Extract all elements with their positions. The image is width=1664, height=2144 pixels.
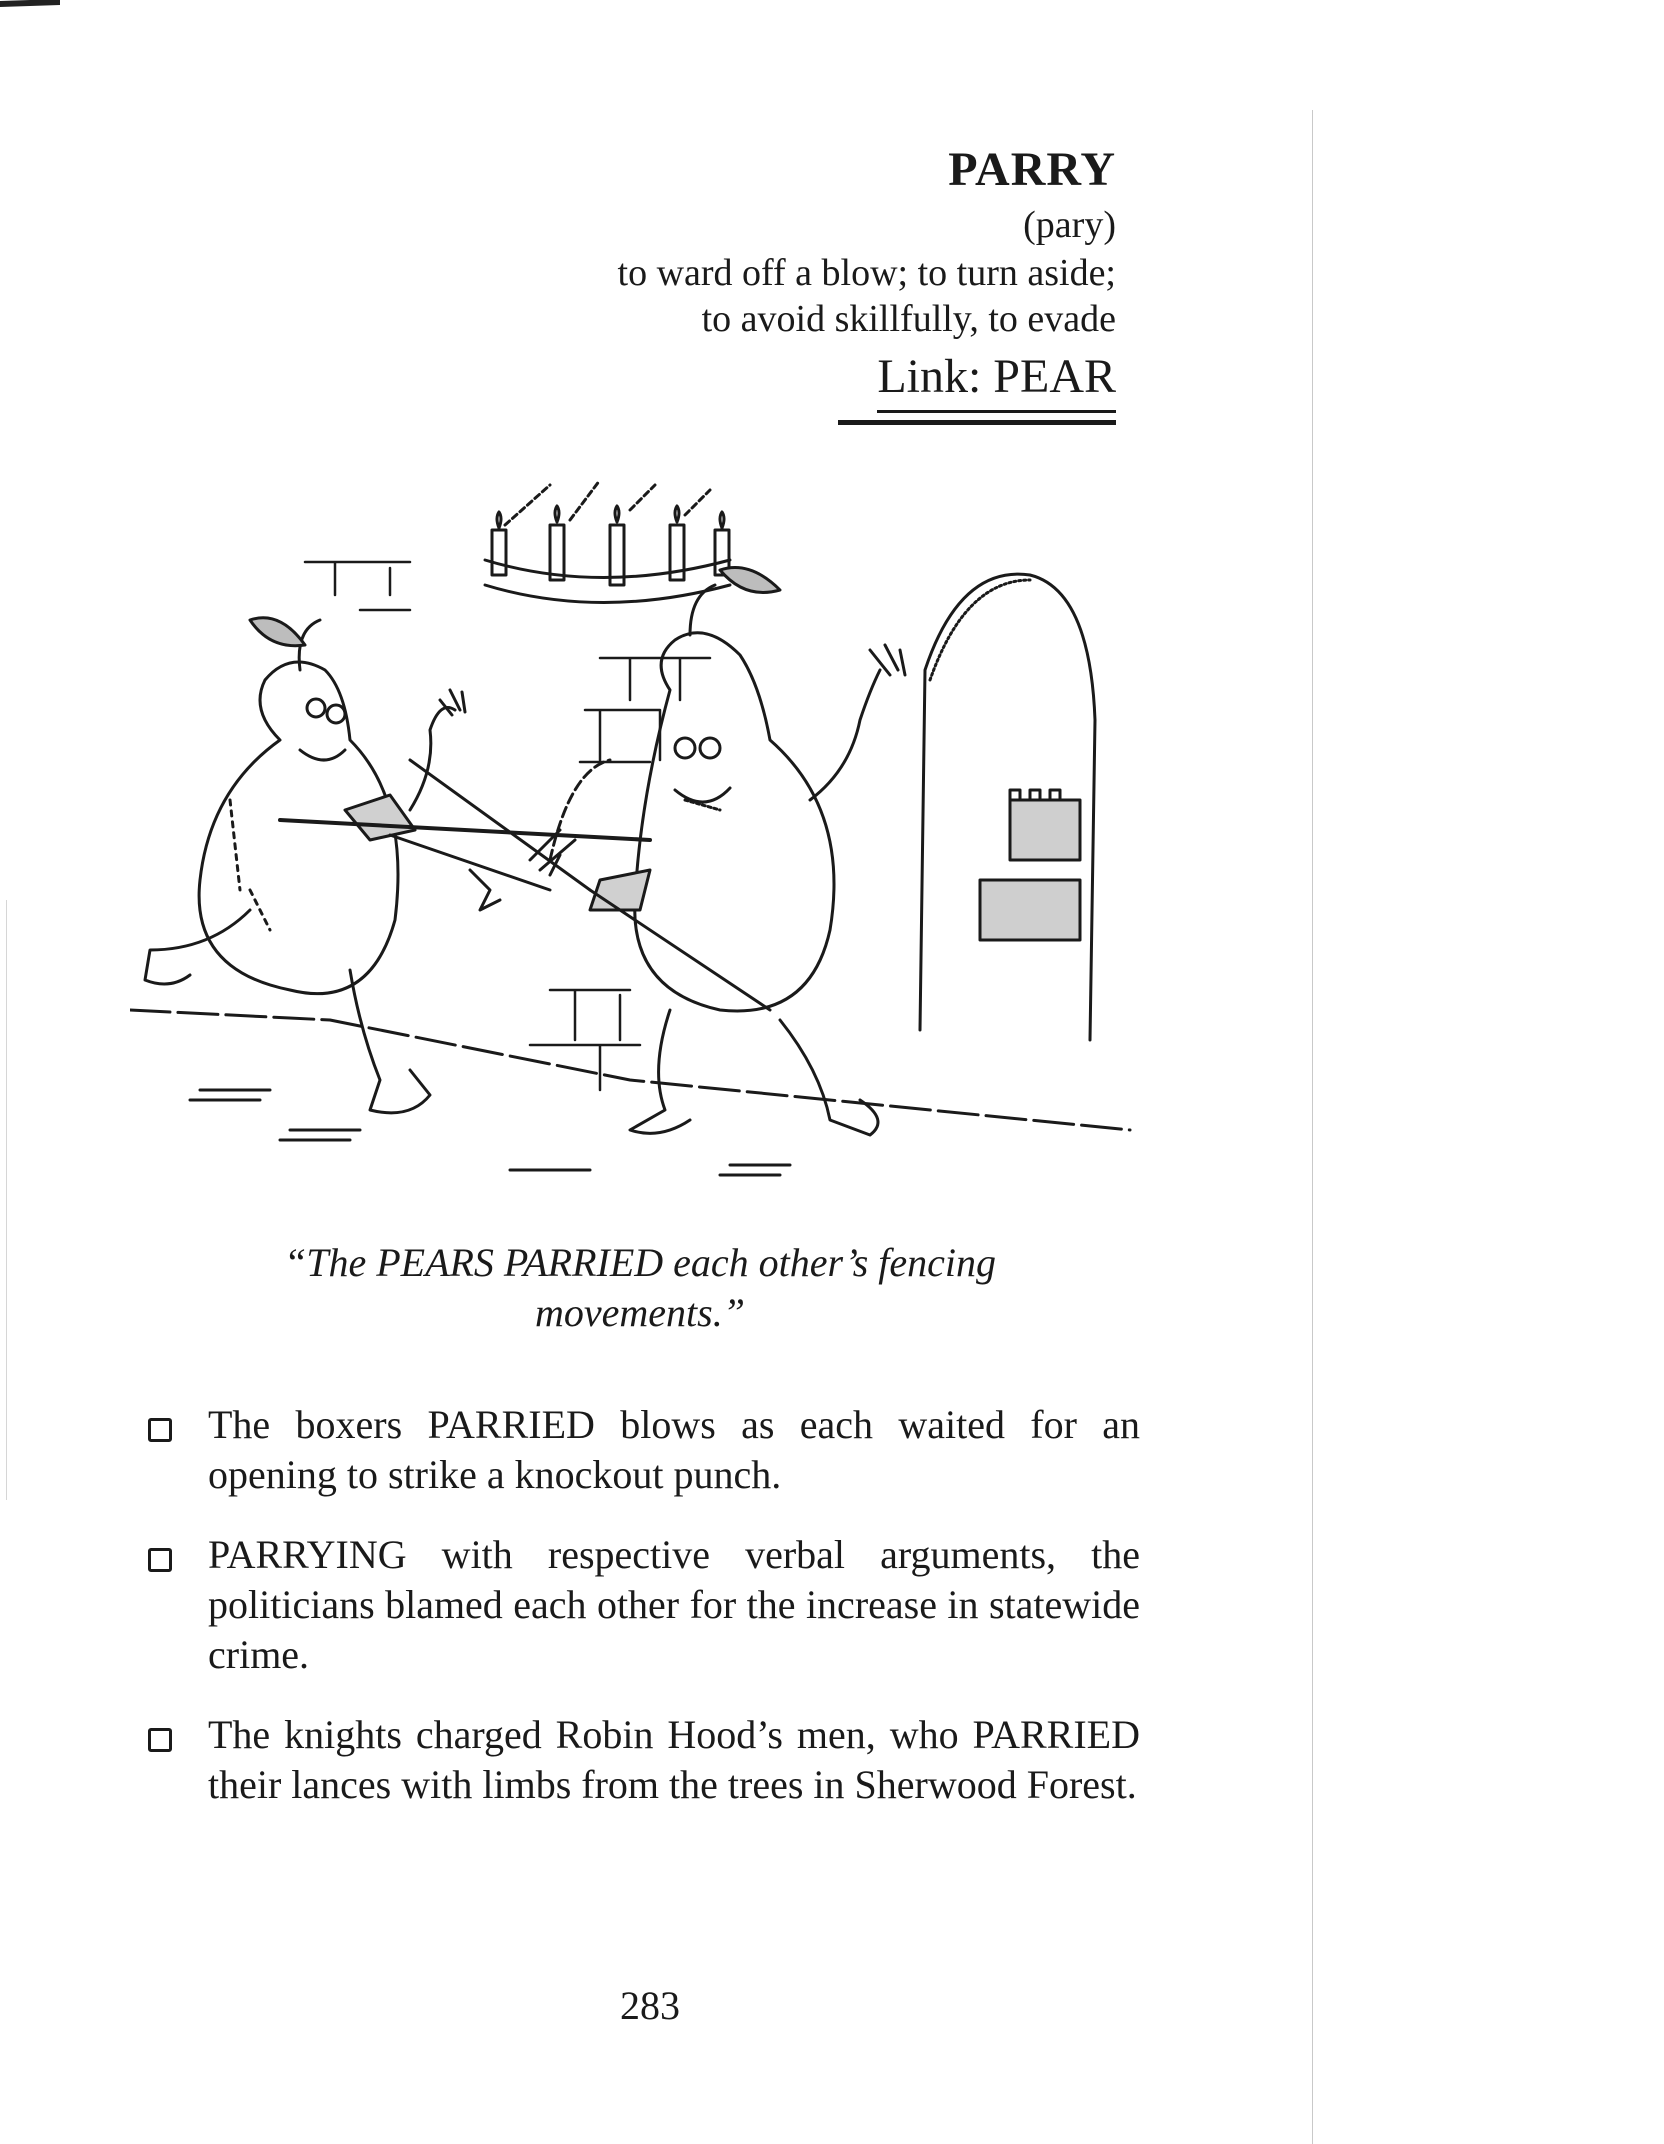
page-number: 283 <box>620 1983 680 2028</box>
entry-definition-line2: to avoid skillfully, to evade <box>701 298 1116 340</box>
entry-header <box>618 140 1116 413</box>
fencing-pears-illustration-icon <box>130 470 1140 1220</box>
list-item <box>140 1530 1140 1680</box>
entry-word: PARRY <box>948 143 1116 196</box>
caption-line2: movements.” <box>535 1290 745 1335</box>
entry-link: Link: PEAR <box>877 346 1116 413</box>
example-list <box>140 1400 1140 1840</box>
chandelier-icon <box>485 480 730 603</box>
checkbox-icon[interactable] <box>148 1418 172 1442</box>
example-text: The boxers PARRIED blows as each waited for an opening to strike a knockout punch. <box>208 1402 1140 1497</box>
checkbox-icon[interactable] <box>148 1548 172 1572</box>
list-item <box>140 1710 1140 1810</box>
caption-line1: “The PEARS PARRIED each other’s fencing <box>283 1240 997 1285</box>
example-text: The knights charged Robin Hood’s men, who PARRIED their lances with limbs from the trees in Sherwood Forest. <box>208 1712 1140 1807</box>
illustration-caption <box>200 1238 1080 1338</box>
example-text: PARRYING with respective verbal arguments, the politicians blamed each other for the increase in statewide crime. <box>208 1532 1140 1677</box>
scan-artifact <box>0 0 60 7</box>
link-underline <box>838 420 1116 425</box>
entry-pronunciation: (pary) <box>1023 204 1116 246</box>
entry-definition-line1: to ward off a blow; to turn aside; <box>617 252 1116 294</box>
list-item <box>140 1400 1140 1500</box>
castle-window-icon <box>920 574 1095 1040</box>
checkbox-icon[interactable] <box>148 1728 172 1752</box>
page-edge-right <box>1312 110 1313 2144</box>
page-edge-left <box>6 900 7 1500</box>
